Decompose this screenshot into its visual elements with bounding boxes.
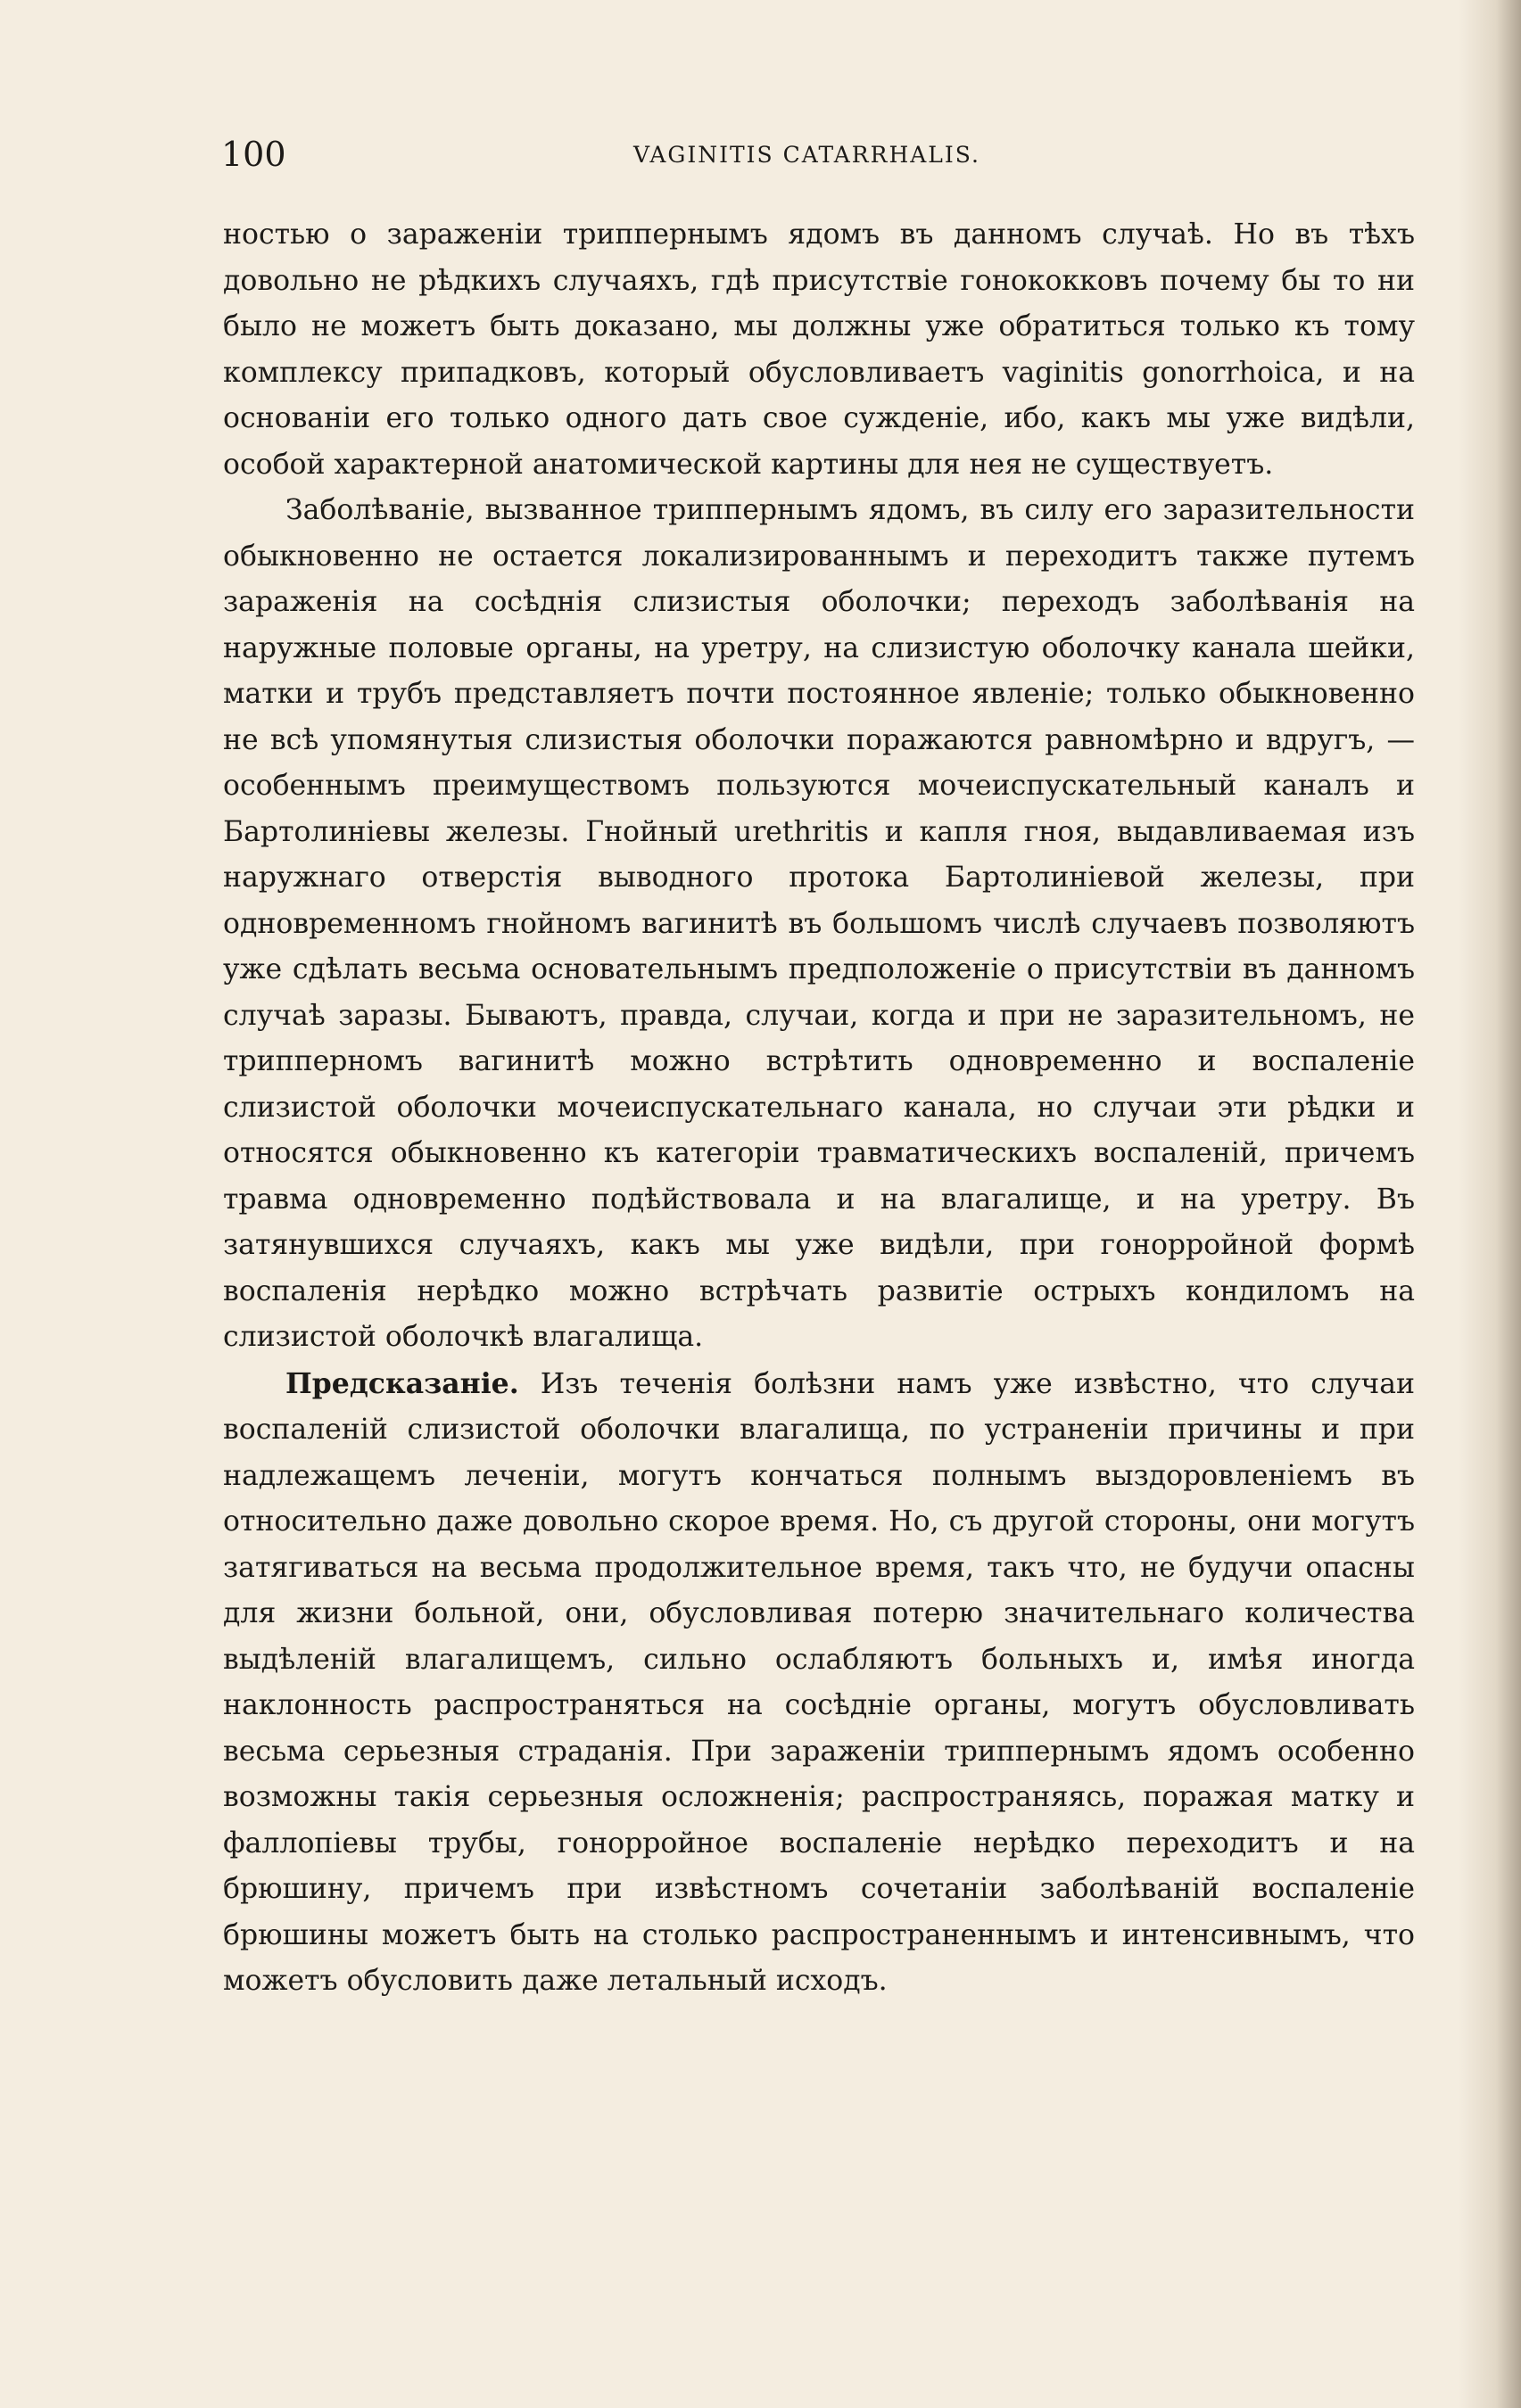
running-title: VAGINITIS CATARRHALIS. xyxy=(633,142,980,168)
running-head xyxy=(221,132,1417,177)
body-text xyxy=(223,212,1415,2005)
prognosis-heading: Предсказаніе. xyxy=(285,1366,519,1400)
paragraph-continuation: ностью о зараженіи триппернымъ ядомъ въ данномъ случаѣ. Но въ тѣхъ довольно не рѣдкихъ случаяхъ, гдѣ присутствіе гонококковъ почему бы то ни было не можетъ быть доказано, мы должны уже обратиться только къ тому комплексу припадковъ, который обусловливаетъ vaginitis gonorrhoica, и на основаніи его только одного дать свое сужденіе, ибо, какъ мы уже видѣли, особой характерной анатомической картины для нея не существуетъ. xyxy=(223,219,1415,481)
page-number: 100 xyxy=(221,135,286,174)
paragraph-contagion: Заболѣваніе, вызванное триппернымъ ядомъ, въ силу его заразительности обыкновенно не остается локализированнымъ и переходитъ также путемъ зараженія на сосѣднія слизистыя оболочки; переходъ заболѣванія на наружные половые органы, на уретру, на слизистую оболочку канала шейки, матки и трубъ представляетъ почти постоянное явленіе; только обыкновенно не всѣ упомянутыя слизистыя оболочки поражаются равномѣрно и вдругъ, — особеннымъ преимуществомъ пользуются мочеиспускательный каналъ и Бартолиніевы железы. Гнойный urethritis и капля гноя, выдавливаемая изъ наружнаго отверстія выводного протока Бартолиніевой железы, при одновременномъ гнойномъ вагинитѣ въ большомъ числѣ случаевъ позволяютъ уже сдѣлать весьма основательнымъ предположеніе о присутствіи въ данномъ случаѣ заразы. Бываютъ, правда, случаи, когда и при не заразительномъ, не трипперномъ вагинитѣ можно встрѣтить одновременно и воспаленіе слизистой оболочки мочеиспускательнаго канала, но случаи эти рѣдки и относятся обыкновенно къ категоріи травматическихъ воспаленій, причемъ травма одновременно подѣйствовала и на влагалище, и на уретру. Въ затянувшихся случаяхъ, какъ мы уже видѣли, при гонорройной формѣ воспаленія нерѣдко можно встрѣчать развитіе острыхъ кондиломъ на слизистой оболочкѣ влагалища. xyxy=(223,494,1415,1353)
prognosis-text: Изъ теченія болѣзни намъ уже извѣстно, что случаи воспаленій слизистой оболочки влагалища, по устраненіи причины и при надлежащемъ леченіи, могутъ кончаться полнымъ выздоровленіемъ въ относительно даже довольно скорое время. Но, съ другой стороны, они могутъ затягиваться на весьма продолжительное время, такъ что, не будучи опасны для жизни больной, они, обусловливая потерю значительнаго количества выдѣленій влагалищемъ, сильно ослабляютъ больныхъ и, имѣя иногда наклонность распространяться на сосѣдніе органы, могутъ обусловливать весьма серьезныя страданія. При зараженіи триппернымъ ядомъ особенно возможны такія серьезныя осложненія; распространяясь, поражая матку и фаллопіевы трубы, гонорройное воспаленіе нерѣдко переходитъ и на брюшину, причемъ при извѣстномъ сочетаніи заболѣваній воспаленіе брюшины можетъ быть на столько распространеннымъ и интенсивнымъ, что можетъ обусловить даже летальный исходъ. xyxy=(223,1367,1415,1997)
page-edge-shadow xyxy=(1459,0,1521,2408)
paragraph-prognosis xyxy=(223,1361,1415,2005)
